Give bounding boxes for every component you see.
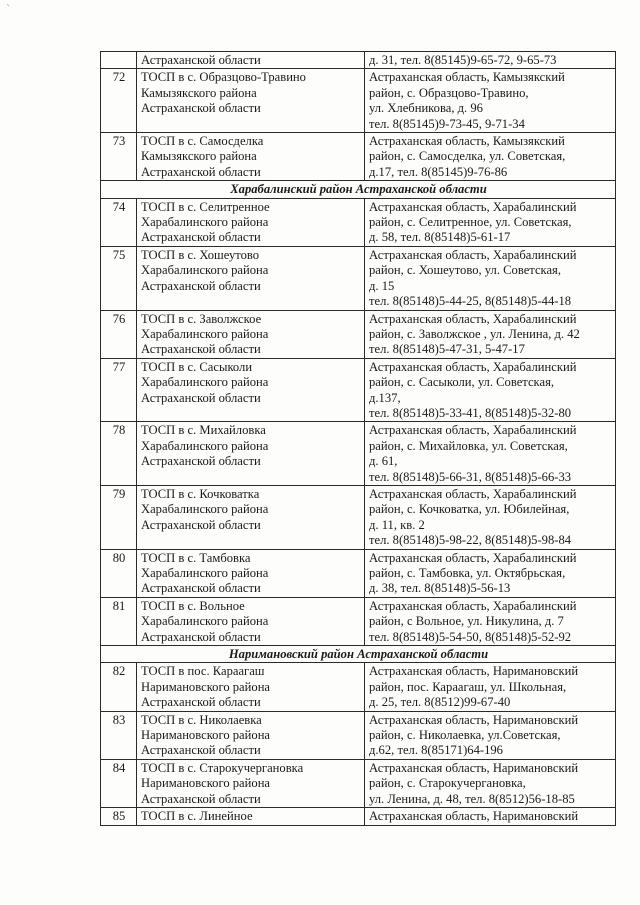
table-row [101, 133, 616, 181]
office-address: Астраханская область, Харабалинский район, с. Хошеутово, ул. Советская, д. 15 тел. 8(85148)5-44-25, 8(85148)5-44-18 [365, 246, 616, 310]
row-number: 83 [101, 711, 137, 759]
office-address: Астраханская область, Камызякский район, с. Образцово-Травино, ул. Хлебникова, д. 96 тел. 8(85145)9-73-45, 9-71-34 [365, 69, 616, 133]
office-name: ТОСП в с. Хошеутово Харабалинского района Астраханской области [137, 246, 365, 310]
row-number: 75 [101, 246, 137, 310]
office-name: ТОСП в с. Вольное Харабалинского района Астраханской области [137, 597, 365, 645]
table-row [101, 310, 616, 358]
office-name: ТОСП в с. Михайловка Харабалинского района Астраханской области [137, 422, 365, 486]
row-number: 81 [101, 597, 137, 645]
table-row [101, 52, 616, 69]
office-address: Астраханская область, Харабалинский район, с. Тамбовка, ул. Октябрьская, д. 38, тел. 8(85148)5-56-13 [365, 549, 616, 597]
office-name: ТОСП в с. Тамбовка Харабалинского района Астраханской области [137, 549, 365, 597]
office-address: Астраханская область, Харабалинский район, с. Кочковатка, ул. Юбилейная, д. 11, кв. 2 тел. 8(85148)5-98-22, 8(85148)5-98-84 [365, 485, 616, 549]
table-row [101, 759, 616, 807]
offices-table [100, 51, 616, 826]
table-row [101, 808, 616, 825]
table-row [101, 69, 616, 133]
office-name: ТОСП в с. Николаевка Наримановского района Астраханской области [137, 711, 365, 759]
row-number: 72 [101, 69, 137, 133]
office-address: д. 31, тел. 8(85145)9-65-72, 9-65-73 [365, 52, 616, 69]
row-number: 78 [101, 422, 137, 486]
office-name: ТОСП в с. Старокучергановка Наримановского района Астраханской области [137, 759, 365, 807]
table-row [101, 246, 616, 310]
office-name: ТОСП в с. Селитренное Харабалинского района Астраханской области [137, 198, 365, 246]
office-name: ТОСП в с. Линейное [137, 808, 365, 825]
table-row [101, 663, 616, 711]
table-row [101, 358, 616, 422]
row-number [101, 52, 137, 69]
district-header-row [101, 181, 616, 198]
office-address: Астраханская область, Наримановский [365, 808, 616, 825]
row-number: 84 [101, 759, 137, 807]
office-address: Астраханская область, Наримановский район, с. Старокучергановка, ул. Ленина, д. 48, тел. 8(8512)56-18-85 [365, 759, 616, 807]
office-address: Астраханская область, Камызякский район, с. Самосделка, ул. Советская, д.17, тел. 8(85145)9-76-86 [365, 133, 616, 181]
offices-table-body [101, 52, 616, 826]
office-name: Астраханской области [137, 52, 365, 69]
office-address: Астраханская область, Харабалинский район, с Вольное, ул. Никулина, д. 7 тел. 8(85148)5-54-50, 8(85148)5-52-92 [365, 597, 616, 645]
row-number: 77 [101, 358, 137, 422]
scan-mark: ` [6, 4, 11, 15]
table-row [101, 198, 616, 246]
office-name: ТОСП в пос. Караагаш Наримановского района Астраханской области [137, 663, 365, 711]
row-number: 80 [101, 549, 137, 597]
row-number: 79 [101, 485, 137, 549]
district-header-row [101, 646, 616, 663]
office-address: Астраханская область, Харабалинский район, с. Заволжское , ул. Ленина, д. 42 тел. 8(85148)5-47-31, 5-47-17 [365, 310, 616, 358]
table-row [101, 485, 616, 549]
office-address: Астраханская область, Харабалинский район, с. Михайловка, ул. Советская, д. 61, тел. 8(85148)5-66-31, 8(85148)5-66-33 [365, 422, 616, 486]
row-number: 85 [101, 808, 137, 825]
table-row [101, 597, 616, 645]
office-name: ТОСП в с. Заволжское Харабалинского района Астраханской области [137, 310, 365, 358]
office-address: Астраханская область, Наримановский район, пос. Караагаш, ул. Школьная, д. 25, тел. 8(8512)99-67-40 [365, 663, 616, 711]
row-number: 73 [101, 133, 137, 181]
row-number: 82 [101, 663, 137, 711]
table-row [101, 711, 616, 759]
table-row [101, 422, 616, 486]
row-number: 76 [101, 310, 137, 358]
district-title: Наримановский район Астраханской области [101, 646, 616, 663]
office-name: ТОСП в с. Образцово-Травино Камызякского района Астраханской области [137, 69, 365, 133]
office-name: ТОСП в с. Сасыколи Харабалинского района Астраханской области [137, 358, 365, 422]
office-name: ТОСП в с. Кочковатка Харабалинского района Астраханской области [137, 485, 365, 549]
district-title: Харабалинский район Астраханской области [101, 181, 616, 198]
table-row [101, 549, 616, 597]
office-address: Астраханская область, Харабалинский район, с. Селитренное, ул. Советская, д. 58, тел. 8(85148)5-61-17 [365, 198, 616, 246]
office-address: Астраханская область, Наримановский район, с. Николаевка, ул.Советская, д.62, тел. 8(85171)64-196 [365, 711, 616, 759]
row-number: 74 [101, 198, 137, 246]
office-name: ТОСП в с. Самосделка Камызякского района Астраханской области [137, 133, 365, 181]
office-address: Астраханская область, Харабалинский район, с. Сасыколи, ул. Советская, д.137, тел. 8(85148)5-33-41, 8(85148)5-32-80 [365, 358, 616, 422]
